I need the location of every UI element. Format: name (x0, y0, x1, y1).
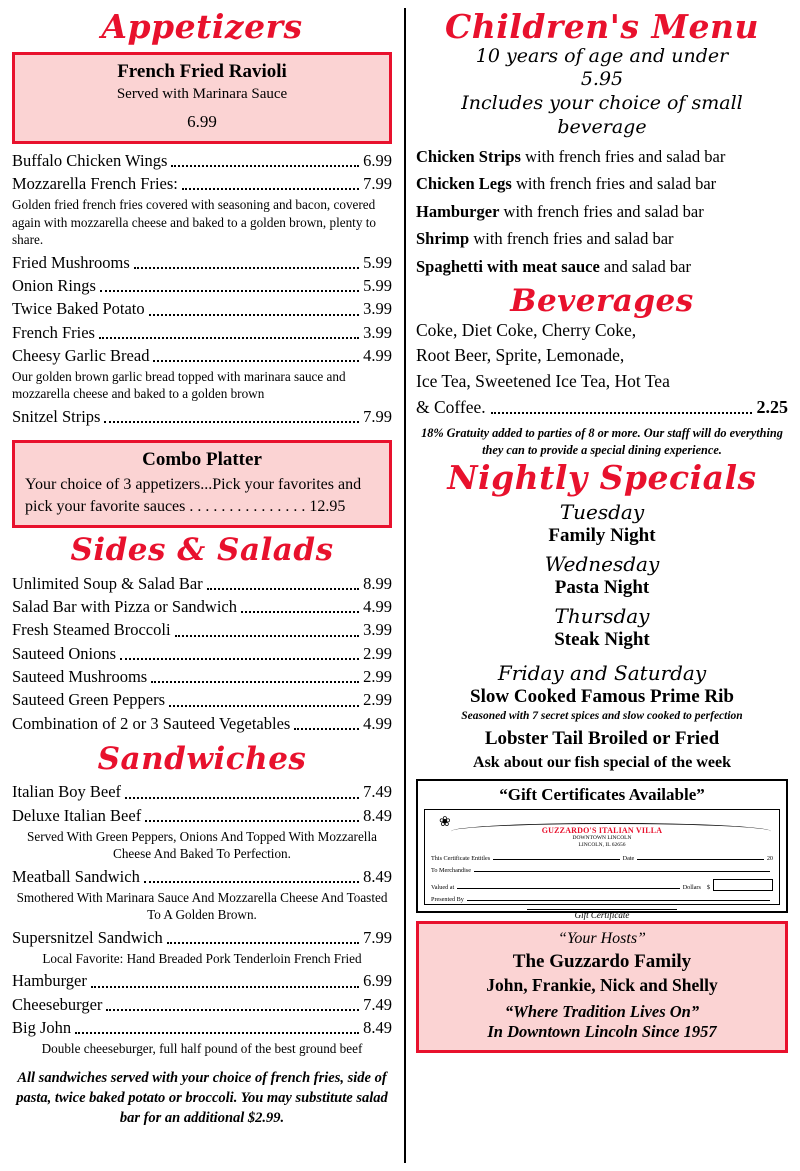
gratuity-note: 18% Gratuity added to parties of 8 or more. Our staff will do everything they can to provide a special dining experience. (421, 426, 783, 457)
weekend-item-2: Lobster Tail Broiled or Fried (484, 727, 720, 749)
gift-certificate-footer-text: Gift Certificate (574, 909, 630, 920)
menu-item-leader-dots (241, 611, 359, 613)
beverages-lines (416, 318, 788, 394)
combo-platter-title: Combo Platter (142, 449, 262, 471)
sides-list (12, 573, 392, 735)
ribbon-decoration (451, 823, 771, 833)
menu-item-price: 7.99 (363, 406, 392, 426)
special-day: Tuesday (559, 500, 645, 525)
menu-item-description: Golden fried french fries covered with seasoning and bacon, covered again with mozzarella cheese and baked to a golden brown, plenty to share. (12, 197, 376, 248)
menu-item-name: Hamburger (12, 971, 87, 991)
combo-platter-box (12, 440, 392, 528)
menu-item-price: 8.49 (363, 866, 392, 886)
gift-certificate-entitles-line (493, 859, 620, 860)
combo-platter-body (25, 474, 379, 517)
children-menu-item-name: Hamburger (416, 201, 500, 221)
menu-item-name: Onion Rings (12, 276, 96, 295)
menu-item-leader-dots (153, 360, 359, 362)
menu-item-price: 7.49 (363, 782, 392, 802)
gift-certificate-brand: GUZZARDO'S ITALIAN VILLA (541, 825, 663, 835)
menu-item-leader-dots (104, 421, 359, 423)
gift-certificate-merchandise-row (431, 867, 773, 874)
menu-item-name: Sauteed Mushrooms (12, 666, 148, 686)
menu-item-row (12, 927, 392, 949)
menu-item-leader-dots (151, 681, 359, 683)
combo-platter-dots: . . . . . . . . . . . . . . . (189, 497, 310, 515)
bow-icon: ❀ (439, 814, 451, 830)
specials-list (416, 500, 788, 651)
gift-certificate-dollar-sign: $ (706, 883, 710, 891)
special-name: Steak Night (554, 628, 650, 650)
special-name: Pasta Night (554, 576, 650, 598)
menu-item-row (12, 406, 392, 428)
gift-certificate-state: LINCOLN, IL 62656 (578, 842, 626, 849)
menu-item-row (12, 322, 392, 344)
gift-certificate-entitles-label: This Certificate Entitles (431, 854, 491, 862)
menu-item-description: Smothered With Marinara Sauce And Mozzarella Cheese And Toasted To A Golden Brown. (16, 889, 388, 923)
gift-certificate-city: DOWNTOWN LINCOLN (572, 834, 632, 841)
children-menu-item (416, 254, 788, 280)
menu-item-name: Buffalo Chicken Wings (12, 150, 168, 170)
menu-item-leader-dots (175, 635, 360, 637)
menu-item-price: 3.99 (363, 299, 392, 319)
menu-item-name: Supersnitzel Sandwich (12, 927, 163, 947)
children-menu-item (416, 171, 788, 197)
children-beverage-note: Includes your choice of small beverage (461, 92, 743, 138)
menu-item-leader-dots (149, 314, 359, 316)
sides-heading: Sides & Salads (70, 532, 334, 569)
children-menu-heading: Children's Menu (445, 7, 759, 46)
menu-item-leader-dots (75, 1032, 359, 1034)
beverages-dots (491, 412, 752, 414)
menu-item-price: 8.49 (363, 1018, 392, 1038)
menu-item-price: 2.99 (363, 666, 392, 686)
menu-item-row (12, 173, 392, 195)
menu-item-name: Fresh Steamed Broccoli (12, 620, 171, 640)
menu-item-leader-dots (171, 165, 359, 167)
menu-item-name: Deluxe Italian Beef (12, 805, 142, 825)
children-menu-item (416, 199, 788, 225)
gift-certificate-image (424, 809, 780, 920)
nightly-specials-heading: Nightly Specials (447, 458, 757, 498)
gift-certificate-header: “Gift Certificates Available” (499, 784, 705, 804)
menu-item-leader-dots (144, 881, 359, 883)
menu-item-row (12, 689, 392, 711)
menu-item-leader-dots (167, 942, 359, 944)
children-price: 5.95 (580, 68, 624, 91)
menu-item-price: 4.99 (363, 345, 392, 365)
menu-item-price: 2.99 (363, 643, 392, 663)
children-item-list (416, 144, 788, 280)
children-menu-item-detail: and salad bar (599, 256, 691, 276)
menu-item-row (12, 596, 392, 618)
menu-item-row (12, 805, 392, 827)
children-menu-item-detail: with french fries and salad bar (520, 146, 726, 166)
children-menu-item-name: Chicken Strips (416, 146, 521, 166)
menu-item-leader-dots (134, 267, 359, 269)
gift-certificate-valued-label: Valued at (431, 883, 455, 891)
menu-item-price: 7.49 (363, 994, 392, 1014)
children-menu-item-detail: with french fries and salad bar (511, 174, 717, 194)
menu-item-leader-dots (125, 797, 359, 799)
menu-item-name: Italian Boy Beef (12, 782, 122, 802)
beverage-line: Coke, Diet Coke, Cherry Coke, (416, 320, 637, 340)
menu-item-row (12, 573, 392, 595)
sandwiches-heading: Sandwiches (97, 740, 307, 777)
menu-item-price: 4.99 (363, 713, 392, 733)
menu-item-row (12, 275, 392, 297)
menu-item-name: French Fries (12, 322, 95, 342)
children-age-note: 10 years of age and under (475, 44, 729, 67)
featured-item-price: 6.99 (187, 111, 217, 131)
gift-certificate-date-line (637, 859, 764, 860)
hosts-tagline-1: “Where Tradition Lives On” (504, 1002, 700, 1022)
menu-item-leader-dots (145, 820, 359, 822)
beverages-last-line (416, 394, 788, 420)
sandwich-list (12, 781, 392, 1057)
menu-item-price: 2.99 (363, 690, 392, 710)
menu-item-description: Served With Green Peppers, Onions And Topped With Mozzarella Cheese And Baked To Perfection. (27, 828, 377, 862)
menu-item-name: Big John (12, 1018, 72, 1038)
menu-item-price: 8.99 (363, 573, 392, 593)
menu-item-leader-dots (99, 337, 359, 339)
menu-item-row (12, 866, 392, 888)
children-menu-item-name: Shrimp (416, 229, 470, 249)
special-day: Thursday (554, 603, 650, 628)
gift-certificate-valued-line (457, 888, 679, 889)
menu-item-name: Meatball Sandwich (12, 866, 140, 886)
combo-platter-text: Your choice of 3 appetizers...Pick your favorites and pick your favorite sauces (25, 476, 362, 515)
beverages-price: 2.25 (756, 397, 788, 418)
featured-item-box (12, 52, 392, 144)
children-menu-item-detail: with french fries and salad bar (469, 229, 674, 249)
menu-item-price: 4.99 (363, 597, 392, 617)
menu-item-name: Sauteed Green Peppers (12, 690, 166, 710)
menu-item-price: 8.49 (363, 805, 392, 825)
menu-item-row (12, 298, 392, 320)
menu-item-name: Twice Baked Potato (12, 299, 145, 319)
hosts-box (416, 921, 788, 1053)
gift-certificate-entitles-row (431, 855, 773, 862)
hosts-names: John, Frankie, Nick and Shelly (486, 975, 718, 996)
right-column (406, 0, 800, 1171)
menu-item-leader-dots (100, 290, 359, 292)
menu-item-row (12, 781, 392, 803)
menu-item-row (12, 666, 392, 688)
gift-certificate-merchandise-line (474, 871, 770, 872)
gift-certificate-footer (431, 909, 773, 920)
menu-item-description: Local Favorite: Hand Breaded Pork Tenderloin French Fried (42, 951, 362, 967)
children-menu-item-detail: with french fries and salad bar (499, 201, 704, 221)
menu-item-row (12, 994, 392, 1016)
menu-item-name: Combination of 2 or 3 Sauteed Vegetables (12, 713, 291, 733)
menu-item-price: 6.99 (363, 150, 392, 170)
gift-certificate-presented-row (431, 896, 773, 903)
featured-item-title: French Fried Ravioli (117, 60, 287, 82)
menu-item-leader-dots (207, 588, 359, 590)
gift-certificate-box (416, 779, 788, 920)
menu-item-leader-dots (106, 1009, 359, 1011)
menu-item-description: Our golden brown garlic bread topped with marinara sauce and mozzarella cheese and baked to a golden brown (12, 369, 346, 402)
beverage-line: Root Beer, Sprite, Lemonade, (416, 345, 625, 366)
menu-item-leader-dots (294, 728, 359, 730)
menu-item-name: Snitzel Strips (12, 406, 101, 426)
hosts-quote: “Your Hosts” (558, 929, 646, 947)
menu-item-leader-dots (169, 705, 359, 707)
menu-item-row (12, 150, 392, 172)
menu-item-name: Sauteed Onions (12, 643, 117, 663)
children-menu-item-name: Chicken Legs (416, 174, 512, 194)
hosts-family: The Guzzardo Family (512, 950, 692, 972)
beverage-line: Ice Tea, Sweetened Ice Tea, Hot Tea (416, 370, 670, 391)
special-name: Family Night (548, 525, 656, 547)
combo-platter-price: 12.95 (309, 497, 346, 515)
gift-certificate-dollars-label: Dollars (682, 883, 701, 891)
fish-special-note: Ask about our fish special of the week (473, 753, 731, 771)
children-menu-item (416, 226, 788, 252)
menu-item-price: 5.99 (363, 276, 392, 295)
menu-item-row (12, 252, 392, 274)
menu-item-price: 3.99 (363, 620, 392, 640)
gift-certificate-merchandise-label: To Merchandise (431, 866, 471, 874)
menu-item-name: Salad Bar with Pizza or Sandwich (12, 597, 237, 617)
gift-certificate-presented-label: Presented By (431, 895, 464, 903)
menu-item-leader-dots (120, 658, 359, 660)
gift-certificate-valued-row (431, 879, 773, 891)
hosts-tagline-2: In Downtown Lincoln Since 1957 (487, 1022, 717, 1042)
weekend-day: Friday and Saturday (497, 661, 707, 686)
children-menu-item-name: Spaghetti with meat sauce (416, 256, 600, 276)
beverages-heading: Beverages (510, 283, 694, 320)
menu-item-price: 6.99 (363, 971, 392, 991)
menu-item-name: Unlimited Soup & Salad Bar (12, 573, 203, 593)
sandwich-footer-note: All sandwiches served with your choice of french fries, side of pasta, twice baked potato or broccoli. You may substitute salad bar for an additional $2.99. (16, 1069, 388, 1127)
menu-item-row (12, 619, 392, 641)
menu-item-name: Mozzarella French Fries: (12, 174, 178, 194)
menu-item-name: Fried Mushrooms (12, 252, 130, 272)
appetizers-heading: Appetizers (101, 7, 303, 46)
menu-item-name: Cheeseburger (12, 994, 103, 1014)
menu-item-row (12, 970, 392, 992)
menu-item-leader-dots (182, 188, 359, 190)
menu-item-name: Cheesy Garlic Bread (12, 345, 150, 365)
menu-item-price: 5.99 (363, 252, 392, 272)
weekend-item-1: Slow Cooked Famous Prime Rib (470, 686, 734, 708)
menu-item-row (12, 643, 392, 665)
special-day: Wednesday (544, 551, 660, 576)
menu-item-price: 3.99 (363, 322, 392, 342)
menu-item-row (12, 1017, 392, 1039)
gift-certificate-presented-line (467, 900, 770, 901)
menu-item-price: 7.99 (363, 927, 392, 947)
weekend-item-1-desc: Seasoned with 7 secret spices and slow cooked to perfection (461, 710, 743, 723)
menu-item-price: 7.99 (363, 174, 392, 194)
menu-item-row (12, 345, 392, 367)
menu-item-leader-dots (91, 986, 359, 988)
menu-item-description: Double cheeseburger, full half pound of the best ground beef (41, 1041, 363, 1057)
gift-certificate-year-label: 20 (766, 854, 774, 862)
gift-certificate-amount-box (713, 879, 773, 891)
beverages-last-text: & Coffee. (416, 396, 486, 417)
gift-certificate-date-label: Date (622, 854, 635, 862)
featured-item-subtitle: Served with Marinara Sauce (116, 86, 288, 103)
menu-item-row (12, 713, 392, 735)
children-menu-item (416, 144, 788, 170)
appetizer-list (12, 150, 392, 428)
